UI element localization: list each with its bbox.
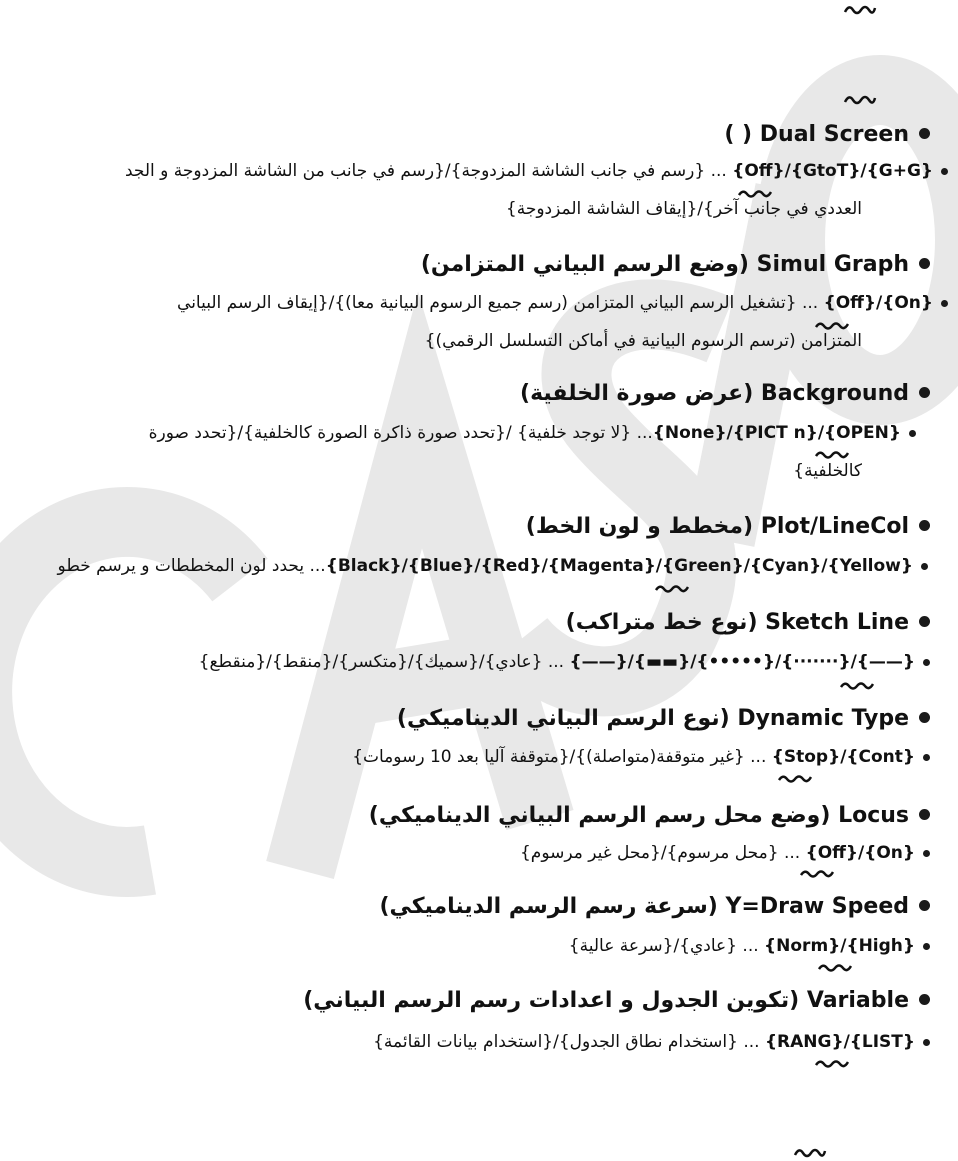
section-heading-ar: (مخطط و لون الخط) bbox=[525, 514, 754, 539]
option-choices: {——}/{▬▬}/{•••••}/{·······}/{——} bbox=[569, 652, 915, 672]
option-line bbox=[352, 744, 930, 770]
option-continuation: العددي في جانب آخر}/{إيقاف الشاشة المزدوجة} bbox=[505, 199, 862, 219]
section-heading-ar: (وضع محل رسم الرسم البياني الديناميكي) bbox=[368, 803, 831, 828]
section-heading-en: Locus bbox=[838, 803, 909, 828]
section-heading-ar: (عرض صورة الخلفية) bbox=[520, 381, 754, 406]
bullet-icon bbox=[923, 943, 930, 950]
section-heading-ar: (نوع خط متراكب) bbox=[565, 610, 758, 635]
option-description: ... {محل مرسوم}/{محل غير مرسوم} bbox=[519, 843, 806, 863]
section-heading-ar: (تكوين الجدول و اعدادات رسم الرسم البياني) bbox=[303, 988, 800, 1013]
option-description: ... {تشغيل الرسم البياني المتزامن (رسم جميع الرسوم البيانية معا)}/{إيقاف الرسم البياني bbox=[177, 293, 824, 313]
bullet-icon bbox=[919, 128, 930, 139]
option-line bbox=[125, 158, 948, 184]
option-description: ... {رسم في جانب الشاشة المزدوجة}/{رسم في جانب من الشاشة المزدوجة و الجد bbox=[124, 161, 733, 181]
section-heading bbox=[566, 609, 930, 637]
option-description: ... {عادي}/{سرعة عالية} bbox=[568, 936, 765, 956]
option-continuation: كالخلفية} bbox=[793, 461, 862, 481]
section-heading-en: Background bbox=[760, 381, 909, 406]
bullet-icon bbox=[919, 900, 930, 911]
default-marker-icon bbox=[655, 583, 689, 593]
section-heading bbox=[724, 121, 930, 149]
option-description: ... {لا توجد خلفية} /{تحدد صورة ذاكرة الصورة كالخلفية}/{تحدد صورة bbox=[148, 423, 653, 443]
section-heading bbox=[526, 513, 930, 541]
option-line bbox=[58, 553, 928, 579]
tilde-icon bbox=[793, 1145, 827, 1159]
option-description: ... {استخدام نطاق الجدول}/{استخدام بيانات القائمة} bbox=[373, 1032, 765, 1052]
bullet-icon bbox=[909, 430, 916, 437]
default-marker-icon bbox=[818, 962, 852, 972]
default-marker-icon bbox=[815, 1058, 849, 1068]
section-heading bbox=[421, 251, 930, 279]
bullet-icon bbox=[919, 520, 930, 531]
default-marker-icon bbox=[778, 773, 812, 783]
option-choices: {Black}/{Blue}/{Red}/{Magenta}/{Green}/{Cyan}/{Yellow} bbox=[325, 556, 913, 576]
section-heading bbox=[520, 380, 930, 408]
section-heading-en: Simul Graph bbox=[756, 252, 909, 277]
option-choices: {Stop}/{Cont} bbox=[771, 747, 915, 767]
bullet-icon bbox=[919, 616, 930, 627]
section-heading-en: Sketch Line bbox=[765, 610, 909, 635]
section-heading-en: Y=Draw Speed bbox=[725, 894, 909, 919]
section-heading-ar: (نوع الرسم البياني الديناميكي) bbox=[396, 706, 730, 731]
bullet-icon bbox=[923, 754, 930, 761]
bullet-icon bbox=[921, 563, 928, 570]
default-marker-icon bbox=[800, 868, 834, 878]
option-description: ... {عادي}/{سميك}/{متكسر}/{منقط}/{منقطع} bbox=[198, 652, 570, 672]
tilde-icon bbox=[843, 92, 877, 106]
option-continuation: المتزامن (ترسم الرسوم البيانية في أماكن التسلسل الرقمي)} bbox=[424, 331, 862, 351]
section-heading-ar: (سرعة رسم الرسم الديناميكي) bbox=[379, 894, 718, 919]
option-choices: {RANG}/{LIST} bbox=[764, 1032, 915, 1052]
section-heading-en: Variable bbox=[806, 988, 909, 1013]
bullet-icon bbox=[923, 850, 930, 857]
section-heading bbox=[397, 705, 930, 733]
bullet-icon bbox=[923, 659, 930, 666]
section-heading-ar: (وضع الرسم البياني المتزامن) bbox=[420, 252, 749, 277]
option-choices: {Norm}/{High} bbox=[764, 936, 915, 956]
bullet-icon bbox=[919, 809, 930, 820]
option-choices: {Off}/{GtoT}/{G+G} bbox=[732, 161, 933, 181]
bullet-icon bbox=[919, 994, 930, 1005]
option-choices: {None}/{PICT n}/{OPEN} bbox=[652, 423, 901, 443]
bullet-icon bbox=[919, 712, 930, 723]
section-heading-ar: ( ) bbox=[724, 122, 753, 147]
default-marker-icon bbox=[840, 680, 874, 690]
option-description: ... يحدد لون المخططات و يرسم خطو bbox=[57, 556, 326, 576]
bullet-icon bbox=[941, 168, 948, 175]
section-heading-en: Dual Screen bbox=[759, 122, 909, 147]
option-line bbox=[199, 649, 930, 675]
option-line bbox=[149, 420, 916, 446]
option-choices: {Off}/{On} bbox=[805, 843, 915, 863]
option-line bbox=[569, 933, 930, 959]
section-heading bbox=[379, 893, 930, 921]
option-choices: {Off}/{On} bbox=[823, 293, 933, 313]
bullet-icon bbox=[923, 1039, 930, 1046]
section-heading bbox=[303, 987, 930, 1015]
tilde-icon bbox=[843, 2, 877, 16]
bullet-icon bbox=[941, 300, 948, 307]
section-heading-en: Dynamic Type bbox=[737, 706, 909, 731]
section-heading-en: Plot/LineCol bbox=[760, 514, 909, 539]
option-line bbox=[177, 290, 948, 316]
section-heading bbox=[369, 802, 930, 830]
bullet-icon bbox=[919, 387, 930, 398]
bullet-icon bbox=[919, 258, 930, 269]
option-description: ... {غير متوقفة(متواصلة)}/{متوقفة آليا بعد 10 رسومات} bbox=[352, 747, 772, 767]
option-line bbox=[373, 1029, 930, 1055]
option-line bbox=[520, 840, 930, 866]
